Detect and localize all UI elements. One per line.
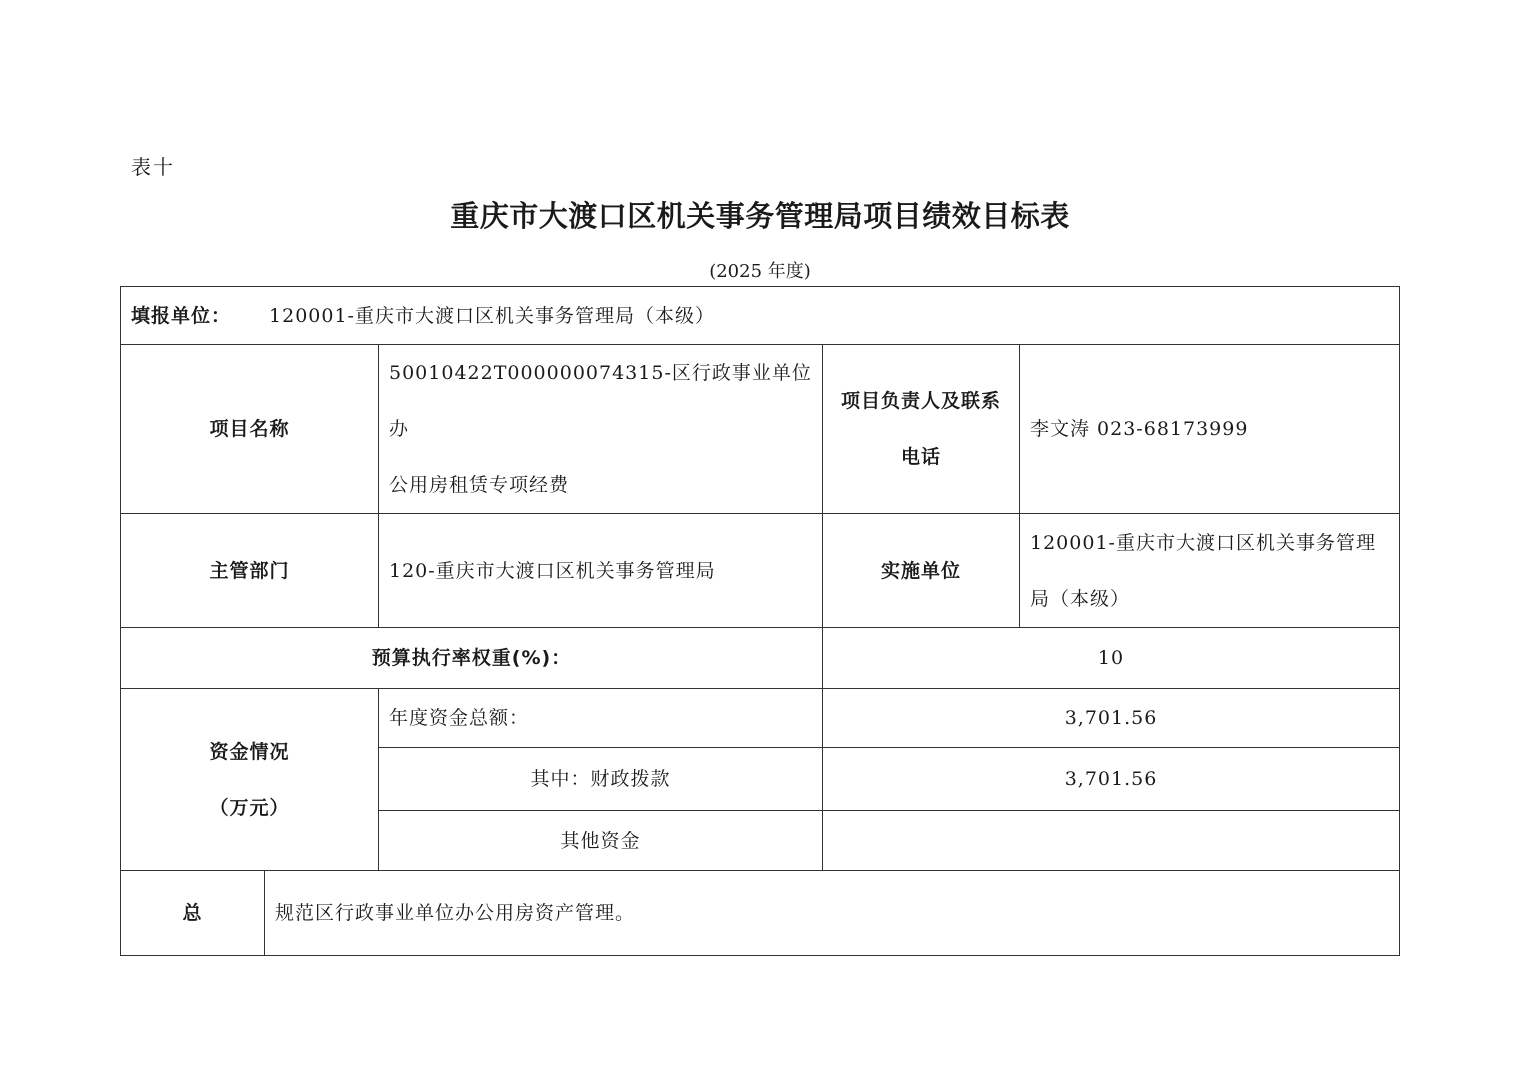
budget-weight-row — [121, 628, 1400, 689]
annual-total-label: 年度资金总额： — [379, 689, 823, 748]
fiscal-year-subtitle: (2025 年度) — [709, 261, 811, 282]
other-funds-label: 其他资金 — [379, 811, 823, 871]
department-value: 120-重庆市大渡口区机关事务管理局 — [379, 514, 823, 628]
project-name-line1: 50010422T000000074315-区行政事业单位办 — [389, 362, 812, 440]
other-funds-value — [823, 811, 1400, 871]
budget-weight-label: 预算执行率权重(%)： — [121, 628, 823, 689]
funds-label — [121, 689, 379, 871]
project-manager-label-line2: 电话 — [900, 446, 941, 468]
funds-label-line2: （万元） — [209, 796, 290, 819]
annual-total-value: 3,701.56 — [823, 689, 1400, 748]
project-manager-label-line1: 项目负责人及联系 — [840, 390, 1001, 412]
overall-goal-value: 规范区行政事业单位办公用房资产管理。 — [265, 871, 1400, 956]
fiscal-appropriation-value: 3,701.56 — [823, 748, 1400, 811]
implementing-unit-line1: 120001-重庆市大渡口区机关事务管理 — [1030, 531, 1376, 554]
implementing-unit-line2: 局（本级） — [1030, 587, 1131, 610]
project-name-label: 项目名称 — [121, 345, 379, 514]
fiscal-appropriation-label: 其中：财政拨款 — [379, 748, 823, 811]
project-name-line2: 公用房租赁专项经费 — [389, 474, 570, 496]
department-label: 主管部门 — [121, 514, 379, 628]
reporting-unit-row — [121, 287, 1400, 345]
project-manager-label — [823, 345, 1020, 514]
performance-target-table — [120, 286, 1400, 956]
project-name-value — [379, 345, 823, 514]
project-name-row — [121, 345, 1400, 514]
annual-total-row — [121, 689, 1400, 748]
project-manager-value: 李文涛 023-68173999 — [1020, 345, 1400, 514]
funds-label-line1: 资金情况 — [209, 740, 290, 763]
department-row — [121, 514, 1400, 628]
implementing-unit-label: 实施单位 — [823, 514, 1020, 628]
reporting-unit-value: 120001-重庆市大渡口区机关事务管理局（本级） — [269, 304, 715, 327]
reporting-unit-label: 填报单位： — [131, 304, 232, 327]
document-title: 重庆市大渡口区机关事务管理局项目绩效目标表 — [450, 199, 1070, 233]
overall-goal-label: 总 — [121, 871, 265, 956]
budget-weight-value: 10 — [823, 628, 1400, 689]
table-number-label: 表十 — [131, 155, 175, 179]
overall-goal-row — [121, 871, 1400, 956]
reporting-unit-cell — [121, 287, 1400, 345]
implementing-unit-value — [1020, 514, 1400, 628]
